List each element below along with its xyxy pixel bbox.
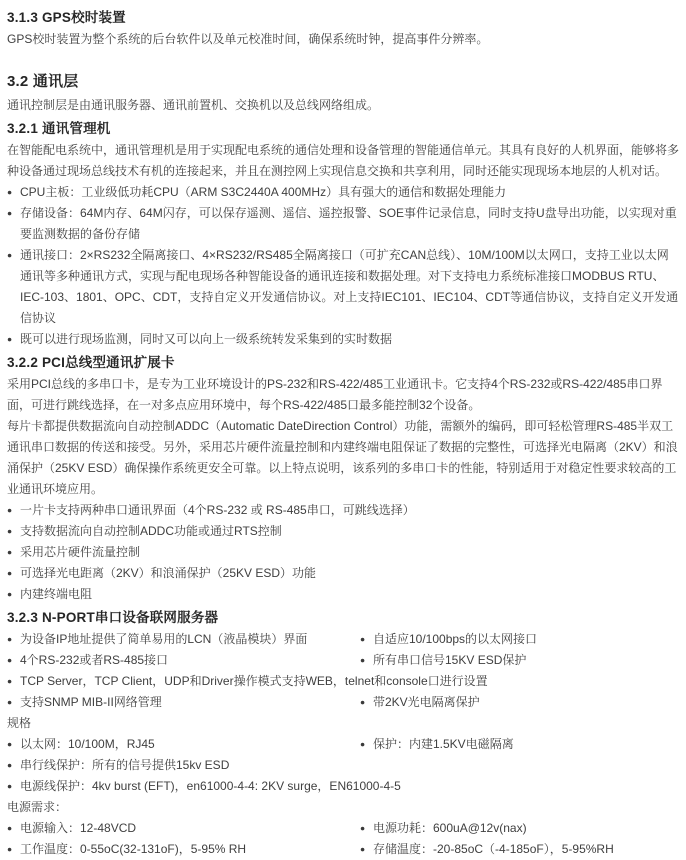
bullet-icon: ● bbox=[7, 760, 13, 770]
bullet-icon: ● bbox=[7, 250, 13, 260]
two-column-right-cell bbox=[360, 629, 679, 650]
section-spacer bbox=[7, 50, 679, 64]
bullet-text: 内建终端电阻 bbox=[20, 587, 93, 601]
bullet-text: 串行线保护：所有的信号提供15kv ESD bbox=[20, 758, 230, 772]
two-column-left-cell bbox=[7, 734, 360, 755]
gps-timing-paragraph: GPS校时装置为整个系统的后台软件以及单元校准时间，确保系统时钟，提高事件分辨率。 bbox=[7, 32, 489, 46]
bullet-icon: ● bbox=[360, 739, 366, 749]
bullet-text: 采用芯片硬件流量控制 bbox=[20, 545, 141, 559]
spec-row-1 bbox=[7, 734, 679, 755]
nport-feature-row-1 bbox=[7, 629, 679, 650]
pci-feature-bullet-1 bbox=[7, 500, 679, 521]
comm-manager-paragraph: 在智能配电系统中，通讯管理机是用于实现配电系统的通信处理和设备管理的智能通信单元。其具有良好的人机界面，能够将多种设备通过现场总线技术有机的连接起来，并且在测控网上实现信息交换和共享利用，同时还能实现现场本地层的人机对话。 bbox=[7, 143, 680, 178]
bullet-text: TCP Server，TCP Client，UDP和Driver操作模式支持WEB，telnet和console口进行设置 bbox=[20, 674, 488, 688]
bullet-icon: ● bbox=[7, 568, 13, 578]
section-heading-3-2-1: 3.2.1 通讯管理机 bbox=[7, 121, 111, 136]
comm-interface-bullet bbox=[7, 245, 679, 329]
pci-feature-bullet-5 bbox=[7, 584, 679, 605]
power-row-2 bbox=[7, 839, 679, 860]
power-requirements-label: 电源需求： bbox=[7, 800, 68, 814]
bullet-icon: ● bbox=[360, 655, 366, 665]
monitoring-forward-bullet bbox=[7, 329, 679, 350]
section-heading-3-2-2: 3.2.2 PCI总线型通讯扩展卡 bbox=[7, 355, 175, 370]
bullet-text: 为设备IP地址提供了简单易用的LCN（液晶模块）界面 bbox=[20, 632, 308, 646]
two-column-left-cell bbox=[7, 629, 360, 650]
bullet-text: 带2KV光电隔离保护 bbox=[373, 695, 480, 709]
two-column-left-cell bbox=[7, 818, 360, 839]
section-heading-3-2-3: 3.2.3 N-PORT串口设备联网服务器 bbox=[7, 610, 219, 625]
bullet-text: 以太网：10/100M，RJ45 bbox=[20, 737, 155, 751]
comm-layer-paragraph: 通讯控制层是由通讯服务器、通讯前置机、交换机以及总线网络组成。 bbox=[7, 98, 380, 112]
two-column-right-cell bbox=[360, 650, 679, 671]
pci-feature-bullet-3 bbox=[7, 542, 679, 563]
nport-feature-bullet-tcp bbox=[7, 671, 679, 692]
bullet-text: CPU主板：工业级低功耗CPU（ARM S3C2440A 400MHz）具有强大的通信和数据处理能力 bbox=[20, 185, 507, 199]
bullet-text: 工作温度：0-55oC(32-131oF)，5-95% RH bbox=[20, 842, 247, 856]
bullet-icon: ● bbox=[7, 547, 13, 557]
bullet-text: 存储设备：64M内存、64M闪存，可以保存遥测、遥信、遥控报警、SOE事件记录信息，同时支持U盘导出功能，以实现对重要监测数据的备份存储 bbox=[20, 206, 677, 241]
two-column-right-cell bbox=[360, 692, 679, 713]
bullet-icon: ● bbox=[7, 208, 13, 218]
bullet-text: 支持SNMP MIB-II网络管理 bbox=[20, 695, 162, 709]
bullet-icon: ● bbox=[7, 739, 13, 749]
bullet-text: 自适应10/100bps的以太网接口 bbox=[373, 632, 538, 646]
pci-feature-bullet-2 bbox=[7, 521, 679, 542]
bullet-text: 一片卡支持两种串口通讯界面（4个RS-232 或 RS-485串口，可跳线选择） bbox=[20, 503, 415, 517]
bullet-text: 既可以进行现场监测，同时又可以向上一级系统转发采集到的实时数据 bbox=[20, 332, 393, 346]
bullet-text: 保护：内建1.5KV电磁隔离 bbox=[373, 737, 514, 751]
spec-power-protection-bullet bbox=[7, 776, 679, 797]
two-column-left-cell bbox=[7, 839, 360, 860]
nport-feature-row-2 bbox=[7, 650, 679, 671]
bullet-icon: ● bbox=[7, 526, 13, 536]
cpu-board-bullet bbox=[7, 182, 679, 203]
bullet-text: 通讯接口：2×RS232全隔离接口、4×RS232/RS485全隔离接口（可扩充CAN总线）、10M/100M以太网口，支持工业以太网通讯等多种通讯方式，实现与配电现场各种智能设备的通讯连接和数据处理。对下支持电力系统标准接口MODBUS RTU、IEC-103、1801、OPC、CDT，支持自定义开发通信协议。对上支持IEC101、IEC104、CDT等通信协议，支持自定义开发通信协议 bbox=[20, 248, 679, 325]
section-heading-3-2: 3.2 通讯层 bbox=[7, 73, 79, 90]
bullet-text: 存储温度：-20-85oC（-4-185oF），5-95%RH bbox=[373, 842, 614, 856]
bullet-icon: ● bbox=[360, 844, 366, 854]
bullet-text: 所有串口信号15KV ESD保护 bbox=[373, 653, 527, 667]
bullet-icon: ● bbox=[7, 655, 13, 665]
section-heading-3-1-3: 3.1.3 GPS校时装置 bbox=[7, 10, 126, 25]
bullet-icon: ● bbox=[7, 505, 13, 515]
bullet-icon: ● bbox=[7, 187, 13, 197]
bullet-icon: ● bbox=[7, 781, 13, 791]
bullet-icon: ● bbox=[360, 697, 366, 707]
two-column-right-cell bbox=[360, 818, 679, 839]
pci-card-paragraph-2: 每片卡都提供数据流向自动控制ADDC（Automatic DateDirection Control）功能，需额外的编码，即可轻松管理RS-485半双工通讯串口数据的传送和接受。另外，采用芯片硬件流量控制和内建终端电阻保证了数据的完整性，可选择光电隔离（2KV）和浪涌保护（25KV ESD）确保操作系统更安全可靠。以上特点说明，该系列的多串口卡的性能，特别适用于对稳定性要求较高的工业通讯环境应用。 bbox=[7, 419, 678, 496]
bullet-icon: ● bbox=[360, 823, 366, 833]
pci-feature-bullet-4 bbox=[7, 563, 679, 584]
bullet-icon: ● bbox=[7, 334, 13, 344]
storage-bullet bbox=[7, 203, 679, 245]
nport-feature-row-3 bbox=[7, 692, 679, 713]
pci-card-paragraph-1: 采用PCI总线的多串口卡，是专为工业环境设计的PS-232和RS-422/485工业通讯卡。它支持4个RS-232或RS-422/485串口界面，可进行跳线选择，在一对多点应用环境中，每个RS-422/485口最多能控制32个设备。 bbox=[7, 377, 663, 412]
bullet-text: 电源功耗：600uA@12v(nax) bbox=[373, 821, 527, 835]
power-row-1 bbox=[7, 818, 679, 839]
two-column-right-cell bbox=[360, 839, 679, 860]
bullet-text: 支持数据流向自动控制ADDC功能或通过RTS控制 bbox=[20, 524, 282, 538]
bullet-icon: ● bbox=[7, 823, 13, 833]
two-column-right-cell bbox=[360, 734, 679, 755]
bullet-icon: ● bbox=[7, 844, 13, 854]
spec-label: 规格 bbox=[7, 716, 32, 730]
bullet-icon: ● bbox=[7, 697, 13, 707]
two-column-left-cell bbox=[7, 692, 360, 713]
bullet-icon: ● bbox=[7, 589, 13, 599]
bullet-icon: ● bbox=[360, 634, 366, 644]
spec-serial-protection-bullet bbox=[7, 755, 679, 776]
bullet-text: 电源输入：12-48VCD bbox=[20, 821, 137, 835]
bullet-text: 电源线保护：4kv burst (EFT)，en61000-4-4: 2KV surge，EN61000-4-5 bbox=[20, 779, 401, 793]
bullet-icon: ● bbox=[7, 676, 13, 686]
two-column-left-cell bbox=[7, 650, 360, 671]
bullet-text: 4个RS-232或者RS-485接口 bbox=[20, 653, 169, 667]
bullet-text: 可选择光电距离（2KV）和浪涌保护（25KV ESD）功能 bbox=[20, 566, 317, 580]
bullet-icon: ● bbox=[7, 634, 13, 644]
